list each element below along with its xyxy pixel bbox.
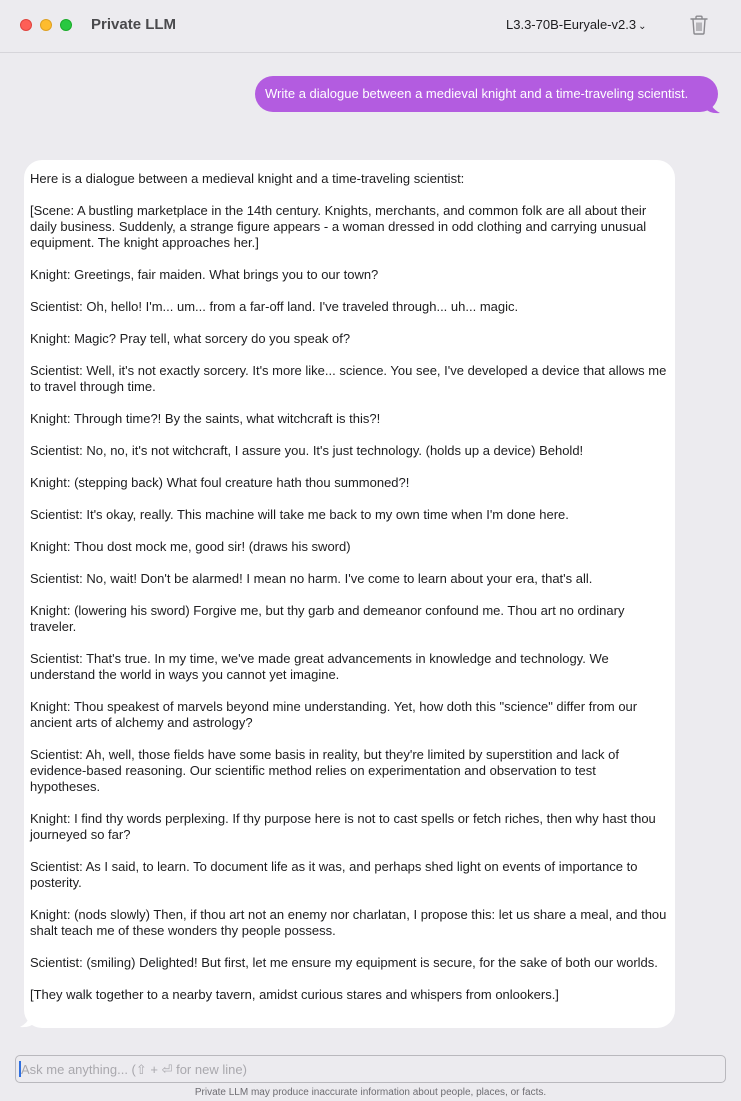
title-bar <box>0 0 741 53</box>
model-name: L3.3-70B-Euryale-v2.3 <box>506 17 637 32</box>
message-paragraph: Knight: (stepping back) What foul creature hath thou summoned?! <box>30 475 410 490</box>
message-paragraph: Scientist: It's okay, really. This machine will take me back to my own time when I'm done here. <box>30 507 569 522</box>
message-paragraph: Knight: (lowering his sword) Forgive me, but thy garb and demeanor confound me. Thou art no ordinary traveler. <box>30 603 625 634</box>
message-paragraph: Knight: Thou speakest of marvels beyond mine understanding. Yet, how doth this "science" differ from our ancient arts of alchemy and astrology? <box>30 699 638 730</box>
message-paragraph: Scientist: (smiling) Delighted! But first, let me ensure my equipment is secure, for the sake of both our worlds. <box>30 955 658 970</box>
message-paragraph: Knight: Magic? Pray tell, what sorcery do you speak of? <box>30 331 351 346</box>
prompt-input-box[interactable] <box>15 1055 726 1083</box>
message-paragraph: Scientist: No, no, it's not witchcraft, I assure you. It's just technology. (holds up a device) Behold! <box>30 443 584 458</box>
minimize-button[interactable] <box>40 19 52 31</box>
message-paragraph: Knight: Through time?! By the saints, what witchcraft is this?! <box>30 411 381 426</box>
message-paragraph: Knight: I find thy words perplexing. If thy purpose here is not to cast spells or fetch riches, then why hast thou journeyed so far? <box>30 811 656 842</box>
message-paragraph: [They walk together to a nearby tavern, amidst curious stares and whispers from onlookers.] <box>30 987 559 1002</box>
app-title: Private LLM <box>91 16 177 33</box>
model-selector[interactable] <box>506 17 646 32</box>
message-paragraph: Scientist: Well, it's not exactly sorcery. It's more like... science. You see, I've developed a device that allows me to travel through time. <box>30 363 667 394</box>
message-paragraph: Knight: Greetings, fair maiden. What brings you to our town? <box>30 267 379 282</box>
message-paragraph: Scientist: That's true. In my time, we've made great advancements in knowledge and technology. We understand the world in ways you cannot yet imagine. <box>30 651 609 682</box>
message-paragraph: Knight: (nods slowly) Then, if thou art not an enemy nor charlatan, I propose this: let us share a meal, and thou shalt teach me of these wonders thy people possess. <box>30 907 667 938</box>
text-caret <box>19 1061 21 1077</box>
message-paragraph: Scientist: Oh, hello! I'm... um... from a far-off land. I've traveled through... uh... magic. <box>30 299 519 314</box>
assistant-message <box>24 160 675 1028</box>
message-paragraph: Scientist: No, wait! Don't be alarmed! I mean no harm. I've come to learn about your era, that's all. <box>30 571 593 586</box>
disclaimer-text: Private LLM may produce inaccurate information about people, places, or facts. <box>194 1087 547 1098</box>
trash-icon[interactable] <box>690 15 708 35</box>
message-paragraph: [Scene: A bustling marketplace in the 14th century. Knights, merchants, and common folk are all about their daily business. Suddenly, a strange figure appears - a woman dressed in odd clothing and carrying unusual equipment. The knight approaches her.] <box>30 203 647 250</box>
close-button[interactable] <box>20 19 32 31</box>
chevron-down-icon: ⌄ <box>638 21 647 32</box>
message-paragraph: Scientist: Ah, well, those fields have some basis in reality, but they're limited by superstition and lack of evidence-based reasoning. Our scientific method relies on experimentation and observation to test hypotheses. <box>30 747 619 794</box>
message-paragraph: Scientist: As I said, to learn. To document life as it was, and perhaps shed light on events of importance to posterity. <box>30 859 638 890</box>
message-paragraph: Here is a dialogue between a medieval knight and a time-traveling scientist: <box>30 171 465 186</box>
message-paragraph: Knight: Thou dost mock me, good sir! (draws his sword) <box>30 539 351 554</box>
zoom-button[interactable] <box>60 19 72 31</box>
user-message: Write a dialogue between a medieval knight and a time-traveling scientist. <box>255 76 718 112</box>
prompt-input[interactable] <box>16 1056 725 1082</box>
